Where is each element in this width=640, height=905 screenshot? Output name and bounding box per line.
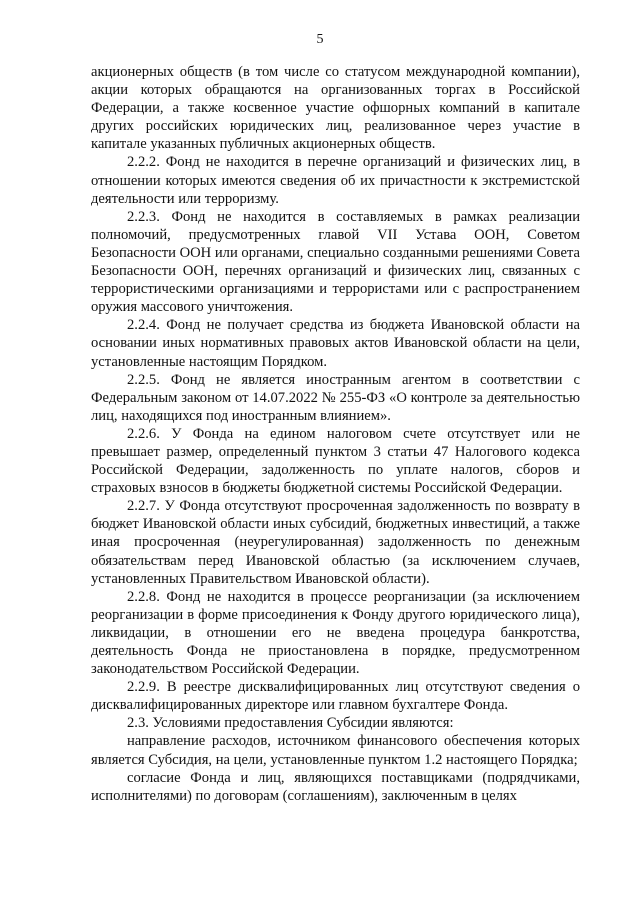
paragraph-2-2-6: 2.2.6. У Фонда на едином налоговом счете отсутствует или не превышает размер, определенный пунктом 3 статьи 47 Налогового кодекса Российской Федерации, задолженность по уплате налогов, сборов и страховых взносов в бюджеты бюджетной системы Российской Федерации. [91,425,580,497]
paragraph-2-3: 2.3. Условиями предоставления Субсидии являются: [127,715,454,732]
document-body [91,63,580,805]
paragraph-2-2-2: 2.2.2. Фонд не находится в перечне организаций и физических лиц, в отношении которых имеются сведения об их причастности к экстремистской деятельности или терроризму. [91,154,580,207]
paragraph-2-2-8: 2.2.8. Фонд не находится в процессе реорганизации (за исключением реорганизации в форме присоединения к Фонду другого юридического лица), ликвидации, в отношении его не введена процедура банкротства, деятельность Фонда не приостановлена в порядке, предусмотренном законодательством Российской Федерации. [91,588,580,678]
paragraph-continuation: акционерных обществ (в том числе со статусом международной компании), акции которых обращаются на организованных торгах в Российской Федерации, а также косвенное участие офшорных компаний в капитале других российских юридических лиц, реализованное через участие в капитале указанных публичных акционерных обществ. [91,64,580,153]
paragraph-2-2-5: 2.2.5. Фонд не является иностранным агентом в соответствии с Федеральным законом от 14.07.2022 № 255-ФЗ «О контроле за деятельностью лиц, находящихся под иностранным влиянием». [91,371,580,424]
page-number: 5 [316,32,324,47]
paragraph-condition-consent: согласие Фонда и лиц, являющихся поставщиками (подрядчиками, исполнителями) по договорам (соглашениям), заключенным в целях [91,769,580,804]
paragraph-condition-expenses: направление расходов, источником финансового обеспечения которых является Субсидия, на цели, установленные пунктом 1.2 настоящего Порядка; [91,733,580,768]
paragraph-2-2-3: 2.2.3. Фонд не находится в составляемых в рамках реализации полномочий, предусмотренных главой VII Устава ООН, Советом Безопасности ООН или органами, специально созданными решениями Совета Безопасности ООН, перечнях организаций и физических лиц, связанных с террористическими организациями и террористами или с распространением оружия массового уничтожения. [91,208,580,316]
paragraph-2-2-9: 2.2.9. В реестре дисквалифицированных лиц отсутствуют сведения о дисквалифицированных директоре или главном бухгалтере Фонда. [91,679,580,714]
paragraph-2-2-7: 2.2.7. У Фонда отсутствуют просроченная задолженность по возврату в бюджет Ивановской области иных субсидий, бюджетных инвестиций, а также иная просроченная (неурегулированная) задолженность по денежным обязательствам перед Ивановской областью (за исключением случаев, установленных Правительством Ивановской области). [91,498,580,587]
paragraph-2-2-4: 2.2.4. Фонд не получает средства из бюджета Ивановской области на основании иных нормативных правовых актов Ивановской области на цели, установленные настоящим Порядком. [91,317,580,370]
